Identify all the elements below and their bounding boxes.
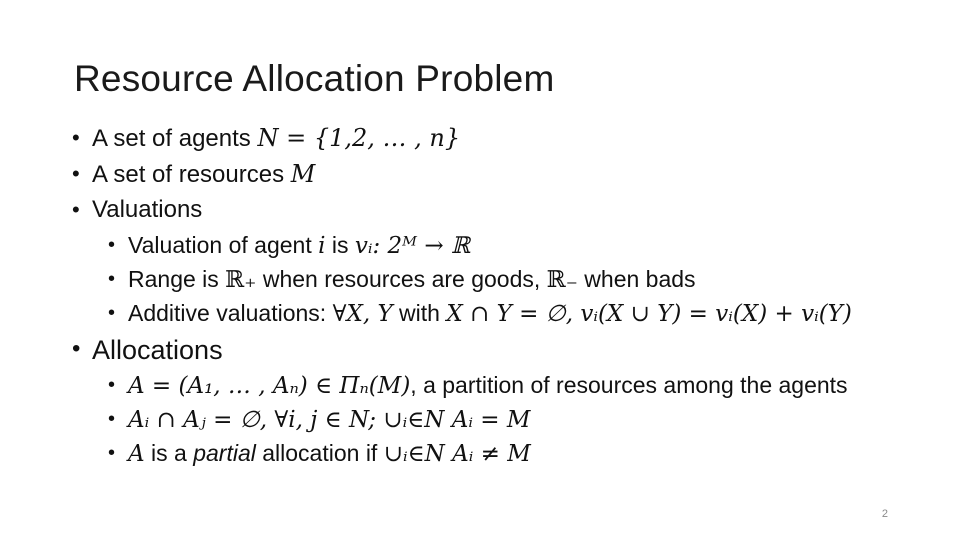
bullet-resources	[72, 160, 942, 196]
sub-bullet-range	[72, 266, 942, 300]
bullet-math: A	[128, 441, 145, 467]
bullet-allocations	[72, 334, 942, 372]
sub-bullet-partition	[72, 372, 942, 406]
bullet-list	[72, 124, 942, 474]
bullet-math: ℝ₋	[546, 267, 578, 293]
bullet-text: with	[392, 300, 447, 326]
bullet-math: ∪ᵢ∈N Aᵢ ≠ M	[383, 441, 531, 467]
bullet-math: vᵢ: 2ᴹ → ℝ	[354, 233, 471, 259]
bullet-agents	[72, 124, 942, 160]
bullet-emphasis: partial	[193, 440, 256, 466]
bullet-dot: •	[108, 234, 116, 256]
bullet-dot: •	[72, 335, 81, 362]
slide-number: 2	[881, 508, 888, 520]
bullet-text: is	[325, 232, 355, 258]
bullet-text: when bads	[577, 266, 696, 292]
bullet-text: Range is	[128, 266, 226, 292]
bullet-text: , a partition of resources among the agents	[410, 372, 848, 398]
sub-bullet-valuation-of-agent	[72, 232, 942, 266]
bullet-math: A = (A₁, … , Aₙ) ∈ Πₙ(M)	[128, 373, 411, 399]
bullet-math: M	[290, 160, 316, 188]
bullet-valuations	[72, 196, 942, 232]
bullet-text: A set of agents	[92, 125, 258, 152]
bullet-text: A set of resources	[92, 161, 291, 188]
slide-title: Resource Allocation Problem	[74, 58, 555, 99]
bullet-text: Valuations	[92, 196, 203, 223]
sub-bullet-additive	[72, 300, 942, 334]
bullet-math: ∀X, Y	[332, 301, 393, 327]
bullet-math: ℝ₊	[225, 267, 257, 293]
bullet-math: X ∩ Y = ∅, vᵢ(X ∪ Y) = vᵢ(X) + vᵢ(Y)	[446, 301, 852, 327]
bullet-text: Allocations	[92, 335, 223, 365]
sub-bullet-partial	[72, 440, 942, 474]
bullet-dot: •	[108, 408, 116, 430]
bullet-dot: •	[108, 302, 116, 324]
bullet-dot: •	[72, 161, 80, 186]
bullet-dot: •	[72, 197, 80, 222]
bullet-dot: •	[108, 442, 116, 464]
sub-bullet-disjoint	[72, 406, 942, 440]
bullet-text: Valuation of agent	[128, 232, 319, 258]
bullet-text: when resources are goods,	[256, 266, 547, 292]
bullet-math: N = {1,2, … , n}	[257, 124, 461, 152]
bullet-text: is a	[144, 440, 194, 466]
bullet-text: allocation if	[255, 440, 384, 466]
bullet-dot: •	[108, 268, 116, 290]
bullet-math: Aᵢ ∩ Aⱼ = ∅, ∀i, j ∈ N; ∪ᵢ∈N Aᵢ = M	[128, 407, 531, 433]
bullet-text: Additive valuations:	[128, 300, 333, 326]
bullet-math: i	[318, 233, 326, 259]
bullet-dot: •	[108, 374, 116, 396]
bullet-dot: •	[72, 125, 80, 150]
